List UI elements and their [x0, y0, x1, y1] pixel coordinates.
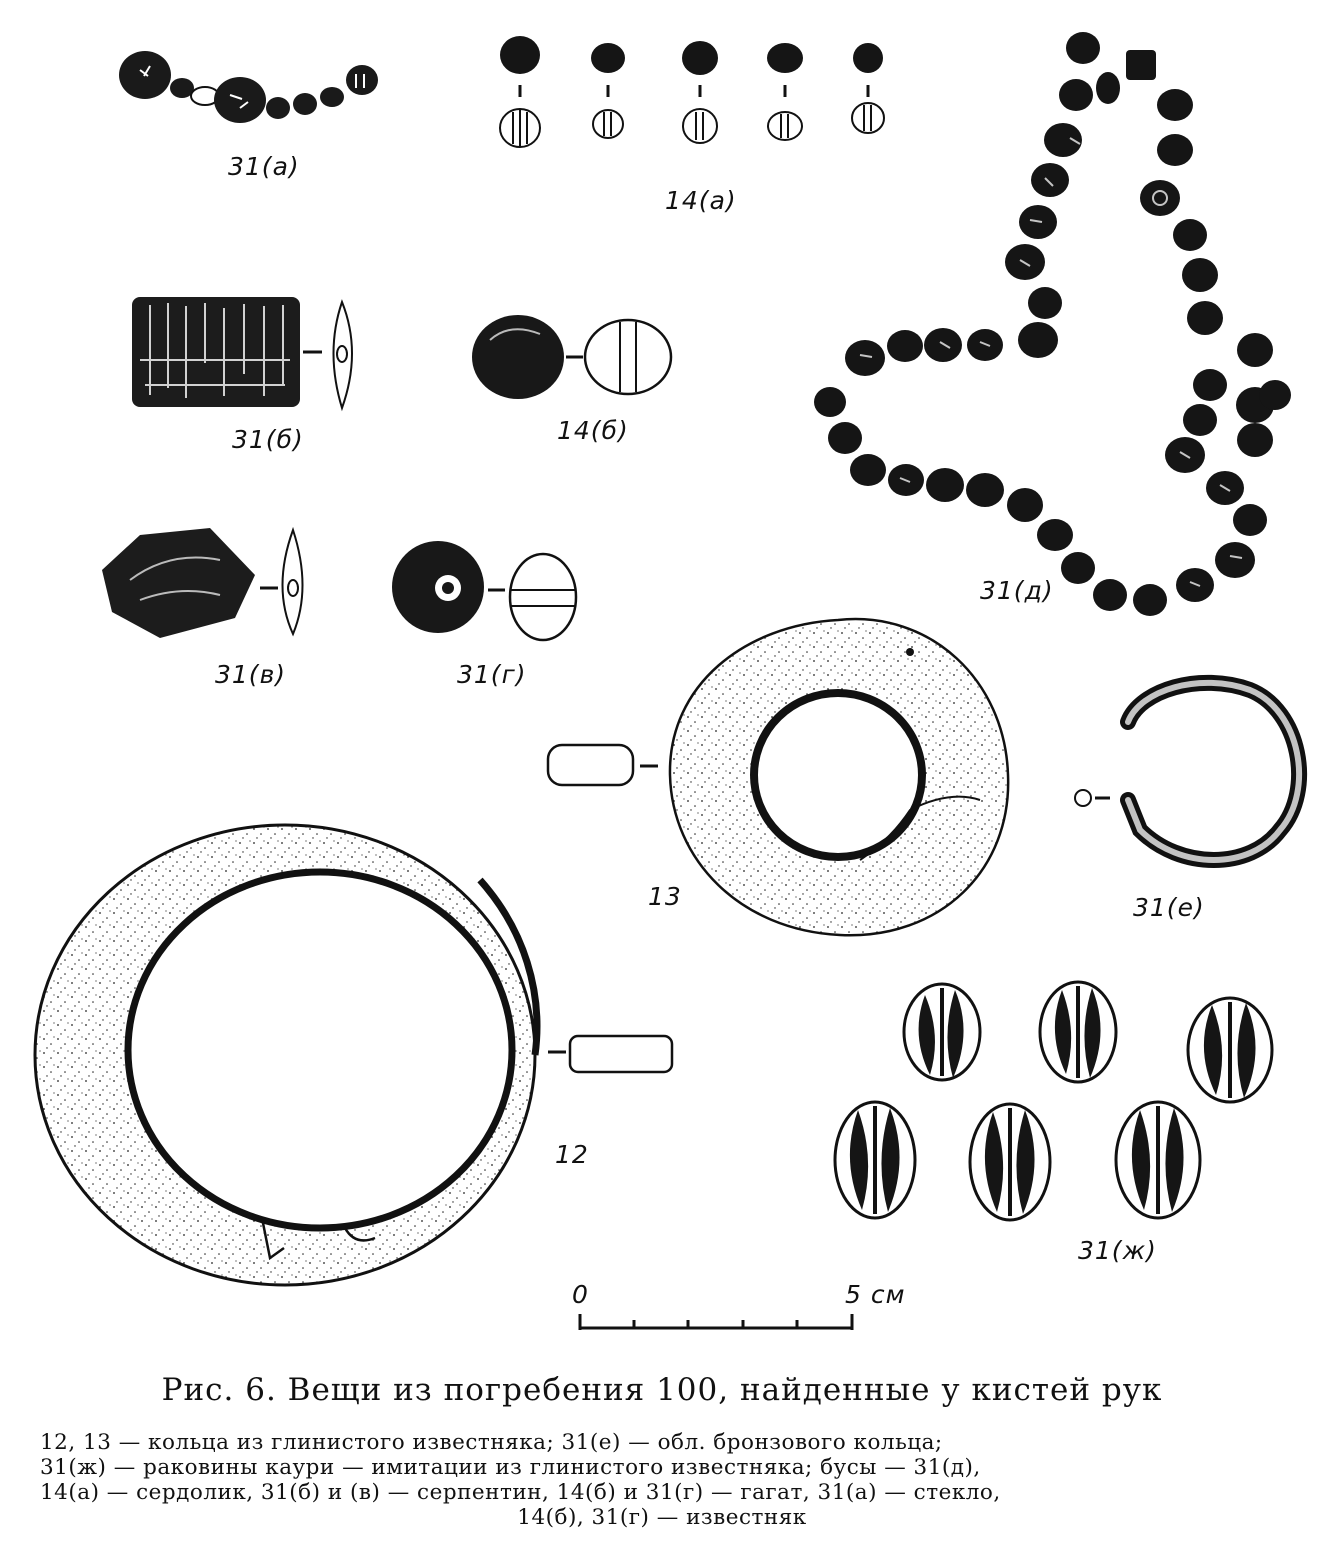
figure-caption: Рис. 6. Вещи из погребения 100, найденные у кистей рук — [161, 1372, 1163, 1408]
legend-line: 14(б), 31(г) — известняк — [517, 1505, 807, 1530]
legend-line: 31(ж) — раковины каури — имитации из глинистого известняка; бусы — 31(д), — [40, 1455, 981, 1480]
bead-14b — [472, 315, 671, 399]
necklace-31d — [814, 32, 1291, 616]
scale-bar — [580, 1314, 852, 1330]
label-31d: 31(д) — [980, 576, 1054, 605]
label-14b: 14(б) — [557, 416, 629, 445]
bronze-ring-31e — [1075, 683, 1299, 860]
scale-end-label: 5 см — [845, 1280, 906, 1309]
label-31b: 31(б) — [232, 425, 304, 454]
label-12: 12 — [555, 1140, 589, 1169]
label-13: 13 — [648, 882, 682, 911]
label-31e: 31(е) — [1133, 893, 1205, 922]
bead-string-31a — [119, 51, 378, 123]
label-31v: 31(в) — [215, 660, 287, 689]
label-31a: 31(а) — [228, 152, 300, 181]
bead-31g — [392, 541, 576, 640]
carnelian-beads-14a — [500, 36, 884, 147]
ring-13 — [548, 619, 1008, 935]
label-14a: 14(а) — [665, 186, 737, 215]
bead-31b — [132, 297, 352, 408]
bead-31v — [102, 528, 303, 638]
cowrie-shells-31zh — [835, 982, 1272, 1220]
label-31g: 31(г) — [457, 660, 527, 689]
legend-line: 14(а) — сердолик, 31(б) и (в) — серпентин, 14(б) и 31(г) — гагат, 31(а) — стекло, — [40, 1480, 1001, 1505]
figure-legend — [40, 1430, 1284, 1530]
ring-12 — [35, 825, 672, 1285]
scale-start-label: 0 — [572, 1280, 589, 1309]
legend-line: 12, 13 — кольца из глинистого известняка; 31(е) — обл. бронзового кольца; — [40, 1430, 943, 1455]
label-31zh: 31(ж) — [1078, 1236, 1157, 1265]
